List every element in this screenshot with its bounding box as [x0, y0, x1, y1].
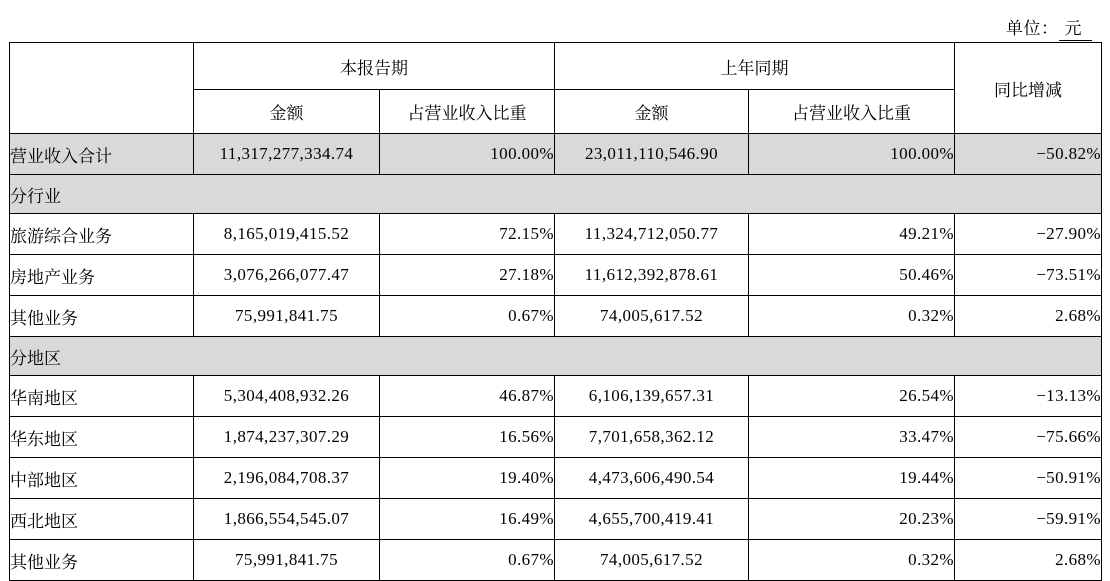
table-row: [10, 214, 1102, 255]
header-current-ratio: 占营业收入比重: [380, 90, 555, 134]
table-row: [10, 296, 1102, 337]
cell-previous-ratio: 20.23%: [749, 499, 955, 540]
cell-previous-ratio: 33.47%: [749, 417, 955, 458]
row-label: 房地产业务: [10, 255, 194, 296]
cell-previous-amount: 74,005,617.52: [555, 296, 749, 337]
cell-current-ratio: 16.49%: [380, 499, 555, 540]
cell-previous-amount: 23,011,110,546.90: [555, 134, 749, 175]
row-label: 旅游综合业务: [10, 214, 194, 255]
table-row: [10, 499, 1102, 540]
cell-current-ratio: 72.15%: [380, 214, 555, 255]
header-previous-period: 上年同期: [555, 43, 955, 90]
cell-previous-amount: 6,106,139,657.31: [555, 376, 749, 417]
cell-current-amount: 8,165,019,415.52: [194, 214, 380, 255]
cell-current-amount: 3,076,266,077.47: [194, 255, 380, 296]
cell-previous-ratio: 0.32%: [749, 296, 955, 337]
table-header-row-1: [10, 43, 1102, 90]
cell-current-amount: 1,866,554,545.07: [194, 499, 380, 540]
cell-previous-ratio: 0.32%: [749, 540, 955, 581]
cell-previous-ratio: 50.46%: [749, 255, 955, 296]
cell-current-ratio: 46.87%: [380, 376, 555, 417]
row-label: 西北地区: [10, 499, 194, 540]
cell-current-ratio: 100.00%: [380, 134, 555, 175]
cell-previous-amount: 11,612,392,878.61: [555, 255, 749, 296]
section-label: 分地区: [10, 337, 1102, 376]
cell-previous-ratio: 100.00%: [749, 134, 955, 175]
cell-previous-amount: 7,701,658,362.12: [555, 417, 749, 458]
row-label: 华南地区: [10, 376, 194, 417]
header-current-amount: 金额: [194, 90, 380, 134]
cell-yoy-change: 2.68%: [955, 540, 1102, 581]
cell-current-amount: 1,874,237,307.29: [194, 417, 380, 458]
section-label: 分行业: [10, 175, 1102, 214]
unit-value: 元: [1059, 14, 1093, 41]
cell-yoy-change: −27.90%: [955, 214, 1102, 255]
cell-current-ratio: 27.18%: [380, 255, 555, 296]
cell-current-amount: 5,304,408,932.26: [194, 376, 380, 417]
cell-yoy-change: −50.82%: [955, 134, 1102, 175]
table-section-row: [10, 175, 1102, 214]
cell-current-amount: 2,196,084,708.37: [194, 458, 380, 499]
table-row: [10, 540, 1102, 581]
revenue-breakdown-table: [9, 42, 1102, 581]
cell-current-amount: 75,991,841.75: [194, 296, 380, 337]
row-label: 华东地区: [10, 417, 194, 458]
table-row: [10, 376, 1102, 417]
cell-current-amount: 11,317,277,334.74: [194, 134, 380, 175]
cell-current-amount: 75,991,841.75: [194, 540, 380, 581]
row-label: 中部地区: [10, 458, 194, 499]
row-label: 营业收入合计: [10, 134, 194, 175]
cell-yoy-change: 2.68%: [955, 296, 1102, 337]
cell-previous-amount: 4,473,606,490.54: [555, 458, 749, 499]
cell-previous-ratio: 19.44%: [749, 458, 955, 499]
header-previous-amount: 金额: [555, 90, 749, 134]
cell-yoy-change: −59.91%: [955, 499, 1102, 540]
row-label: 其他业务: [10, 540, 194, 581]
table-row: [10, 417, 1102, 458]
unit-label: 单位：: [1006, 19, 1059, 38]
cell-current-ratio: 19.40%: [380, 458, 555, 499]
cell-yoy-change: −13.13%: [955, 376, 1102, 417]
table-section-row: [10, 337, 1102, 376]
cell-yoy-change: −75.66%: [955, 417, 1102, 458]
header-corner: [10, 43, 194, 134]
cell-yoy-change: −73.51%: [955, 255, 1102, 296]
cell-previous-amount: 11,324,712,050.77: [555, 214, 749, 255]
cell-previous-ratio: 49.21%: [749, 214, 955, 255]
table-row: [10, 255, 1102, 296]
cell-previous-amount: 74,005,617.52: [555, 540, 749, 581]
cell-yoy-change: −50.91%: [955, 458, 1102, 499]
cell-current-ratio: 16.56%: [380, 417, 555, 458]
cell-previous-amount: 4,655,700,419.41: [555, 499, 749, 540]
cell-previous-ratio: 26.54%: [749, 376, 955, 417]
unit-note: [1006, 14, 1092, 41]
header-current-period: 本报告期: [194, 43, 555, 90]
cell-current-ratio: 0.67%: [380, 540, 555, 581]
row-label: 其他业务: [10, 296, 194, 337]
header-previous-ratio: 占营业收入比重: [749, 90, 955, 134]
table-row: [10, 458, 1102, 499]
header-yoy-change: 同比增减: [955, 43, 1102, 134]
cell-current-ratio: 0.67%: [380, 296, 555, 337]
table-row: [10, 134, 1102, 175]
